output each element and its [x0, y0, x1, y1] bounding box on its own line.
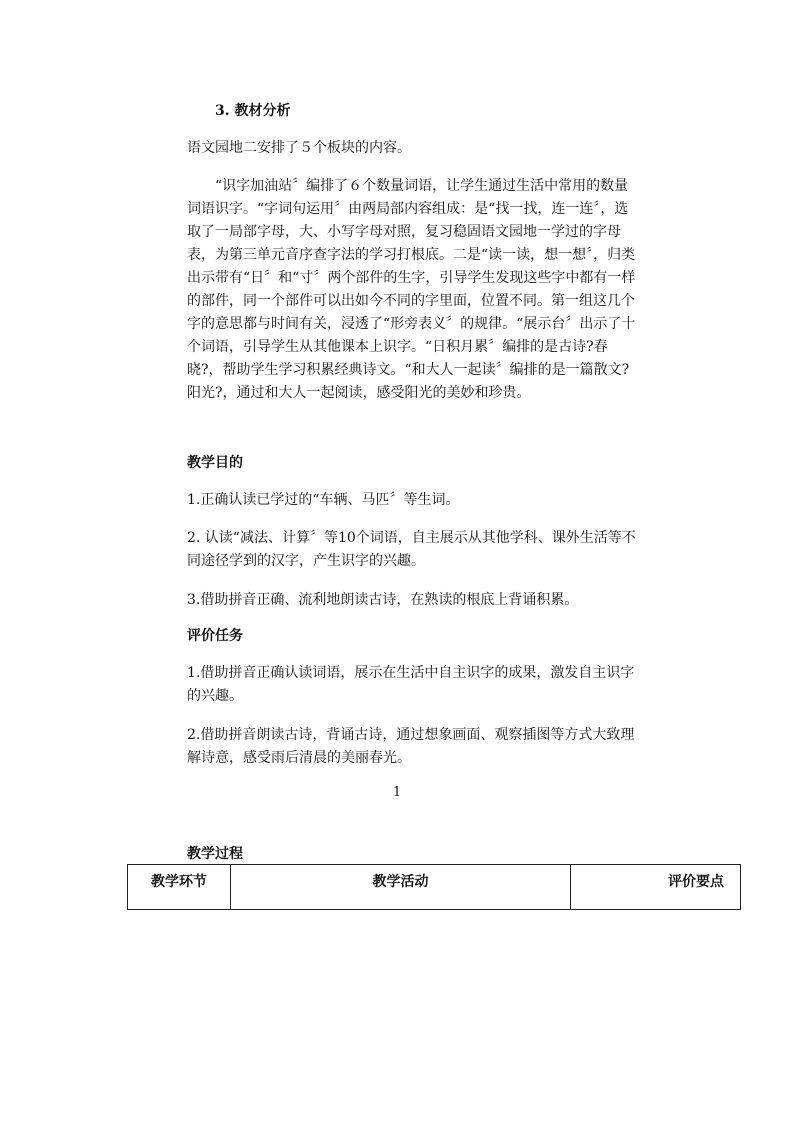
- column-header-teaching-activity: 教学活动: [230, 865, 570, 910]
- evaluation-item-1: 1.借助拼音正确认读词语，展示在生活中自主识字的成果，激发自主识字的兴趣。: [187, 665, 635, 704]
- column-header-evaluation-points: 评价要点: [571, 865, 741, 910]
- objective-item-3: 3.借助拼音正确、流利地朗读古诗，在熟读的根底上背诵积累。: [187, 592, 579, 608]
- page-number: 1: [392, 785, 402, 800]
- section-intro: 语文园地二安排了５个板块的内容。: [187, 140, 411, 156]
- heading-teaching-objectives: 教学目的: [187, 455, 243, 471]
- section-title-teaching-material-analysis: 3. 教材分析: [215, 103, 291, 119]
- evaluation-item-2: 2.借助拼音朗读古诗，背诵古诗，通过想象画面、观察插图等方式大致理解诗意，感受雨后清晨的美丽春光。: [187, 727, 635, 766]
- section-body-paragraph: “识字加油站〞编排了６个数量词语，让学生通过生活中常用的数量词语识字。“字词句运用〞由两局部内容组成：是“找一找，连一连〞，选取了一局部字母，大、小写字母对照，复习稳固语文园地一学过的字母表，为第三单元音序查字法的学习打根底。二是“读一读，想一想〞，归类出示带有“日〞和“寸〞两个部件的生字，引导学生发现这些字中都有一样的部件，同一个部件可以出如今不同的字里面，位置不同。第一组这几个字的意思都与时间有关，浸透了“形旁表义〞的规律。“展示台〞出示了十个词语，引导学生从其他课本上识字。“日积月累〞编排的是古诗?春晓?，帮助学生学习积累经典诗文。“和大人一起读〞编排的是一篇散文?阳光?，通过和大人一起阅读，感受阳光的美妙和珍贵。: [187, 178, 636, 401]
- column-header-teaching-stage: 教学环节: [128, 865, 231, 910]
- objective-item-1: 1.正确认读已学过的“车辆、马匹〞等生词。: [187, 492, 460, 508]
- heading-teaching-process: 教学过程: [187, 846, 243, 862]
- objective-item-2: 2. 认读“减法、计算〞等10个词语，自主展示从其他学科、课外生活等不同途径学到的汉字，产生识字的兴趣。: [187, 530, 636, 569]
- heading-evaluation-tasks: 评价任务: [187, 628, 243, 644]
- teaching-process-table: [127, 864, 741, 910]
- table-header-row: [128, 865, 741, 910]
